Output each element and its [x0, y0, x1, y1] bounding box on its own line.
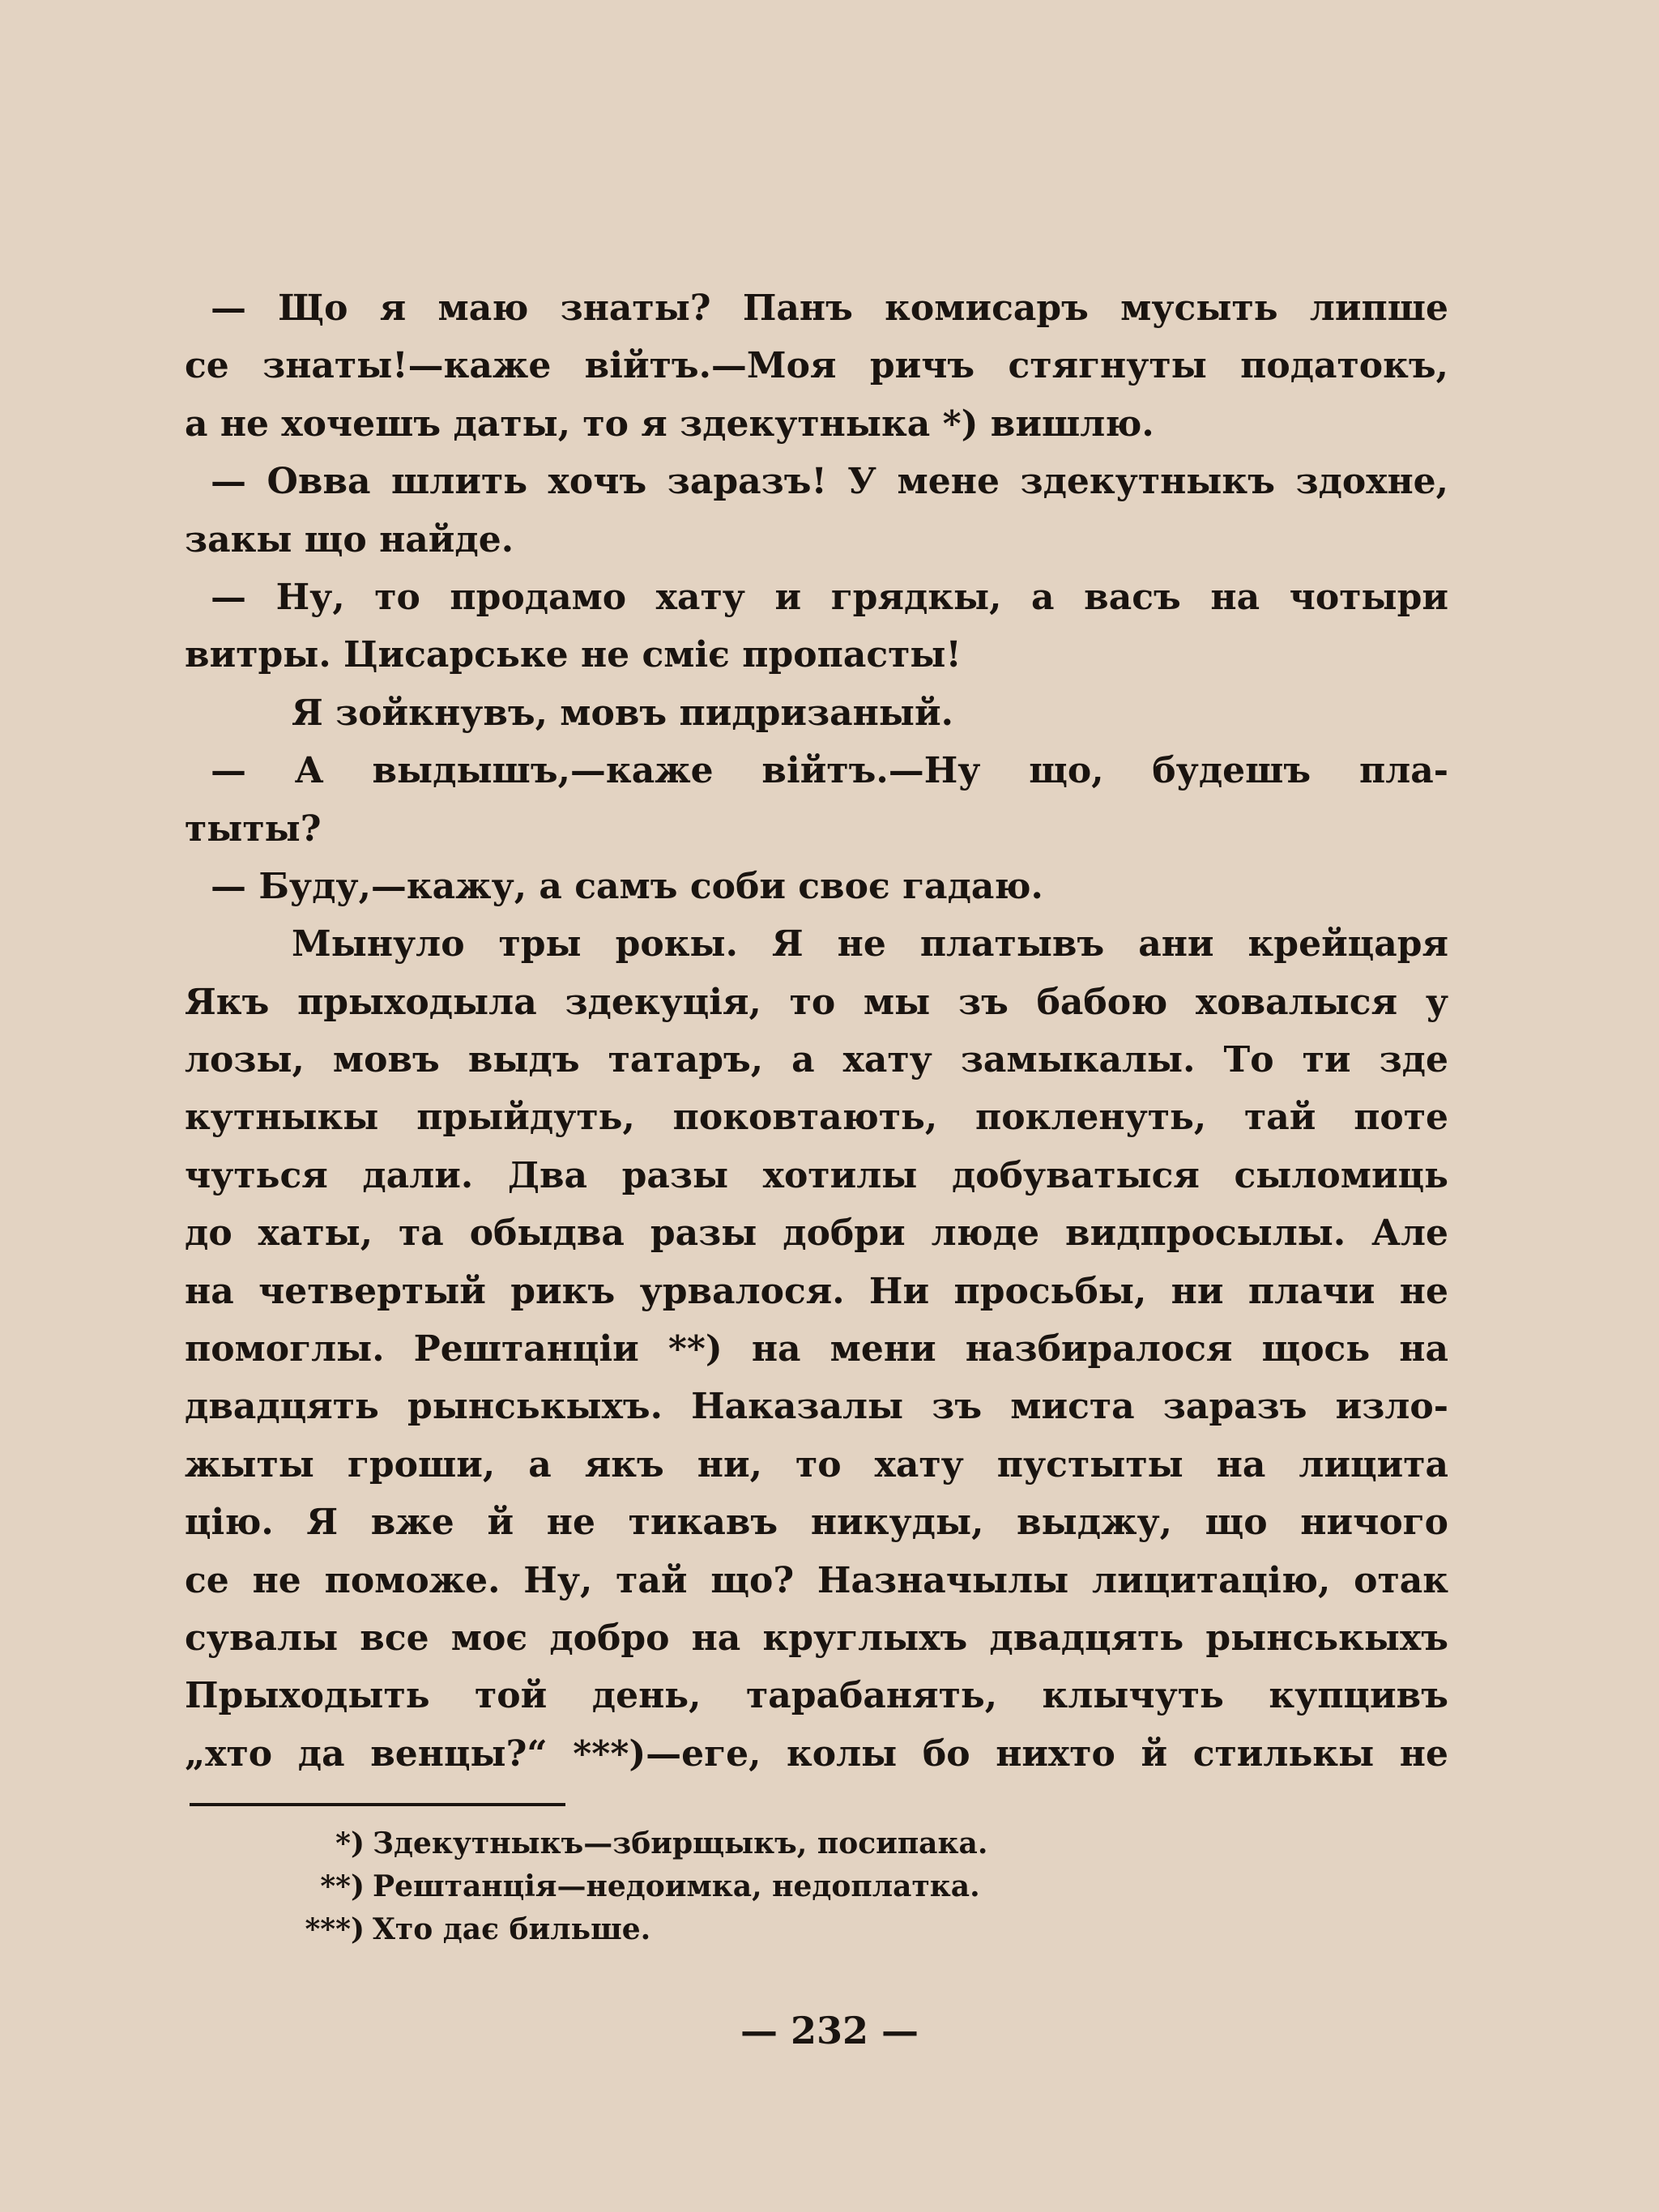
- footnote-mark: **): [320, 1869, 365, 1903]
- footnotes: [267, 1822, 1158, 1951]
- text-line: — А выдышъ,—каже вiйтъ.—Ну що, будешъ пла-: [211, 750, 1448, 792]
- footnote-text: Рештанцiя—недоимка, недоплатка.: [373, 1869, 980, 1903]
- text-line: Якъ прыходыла здекуцiя, то мы зъ бабою ховалыся у: [185, 981, 1448, 1023]
- text-line: лозы, мовъ выдъ татаръ, а хату замыкалы. То ти зде: [185, 1039, 1448, 1081]
- footnote-mark: *): [335, 1826, 365, 1860]
- footnote-divider: [190, 1803, 565, 1806]
- text-line: се не поможе. Ну, тай що? Назначылы лицитацiю, отак: [185, 1559, 1448, 1601]
- text-line: Я зойкнувъ, мовъ пидризаный.: [292, 692, 953, 734]
- text-line: — Буду,—кажу, а самъ соби своє гадаю.: [211, 865, 1043, 907]
- text-line: — Ну, то продамо хату и грядкы, а васъ на чотыри: [211, 576, 1448, 618]
- text-line: — Овва шлить хочъ заразъ! У мене здекутныкъ здохне,: [211, 461, 1448, 503]
- text-line: помоглы. Рештанцiи **) на мени назбиралося щось на: [185, 1328, 1448, 1370]
- text-line: витры. Цисарське не смiє пропасты!: [185, 634, 962, 676]
- text-line: закы що найде.: [185, 518, 514, 560]
- footnote: [267, 1908, 1158, 1951]
- text-line: на четвертый рикъ урвалося. Ни просьбы, ни плачи не: [185, 1270, 1448, 1312]
- text-line: до хаты, та обыдва разы добри люде видпросылы. Але: [185, 1213, 1448, 1255]
- text-line: „хто да венцы?“ ***)—еге, колы бо нихто й стилькы не: [185, 1733, 1448, 1775]
- page-number: — 232 —: [740, 2009, 919, 2052]
- text-line: тыты?: [185, 808, 322, 850]
- footnote-mark: ***): [305, 1912, 365, 1946]
- footnote: [267, 1822, 1158, 1865]
- footnote-text: Здекутныкъ—збирщыкъ, посипака.: [373, 1826, 988, 1860]
- text-line: жыты гроши, а якъ ни, то хату пустыты на лицита: [185, 1443, 1448, 1485]
- text-line: Прыходыть той день, тарабанять, клычуть купцивъ: [185, 1675, 1448, 1717]
- text-line: — Що я маю знаты? Панъ комисаръ мусыть липше: [211, 288, 1448, 329]
- footnote-text: Хто дає бильше.: [373, 1912, 651, 1946]
- main-text: [185, 279, 1448, 1783]
- text-line: Мынуло тры рокы. Я не платывъ ани крейцаря: [292, 923, 1448, 965]
- text-line: двадцять рынськыхъ. Наказалы зъ миста заразъ изло-: [185, 1386, 1448, 1428]
- text-line: кутныкы прыйдуть, поковтають, покленуть, тай поте: [185, 1097, 1448, 1139]
- text-line: а не хочешъ даты, то я здекутныка *) вишлю.: [185, 403, 1154, 445]
- text-line: цiю. Я вже й не тикавъ никуды, выджу, що ничого: [185, 1502, 1448, 1544]
- text-line: сувалы все моє добро на круглыхъ двадцять рынськыхъ: [185, 1617, 1448, 1659]
- text-line: чуться дали. Два разы хотилы добуватыся сыломиць: [185, 1154, 1448, 1196]
- footnote: [267, 1865, 1158, 1908]
- text-line: се знаты!—каже вiйтъ.—Моя ричъ стягнуты податокъ,: [185, 345, 1448, 387]
